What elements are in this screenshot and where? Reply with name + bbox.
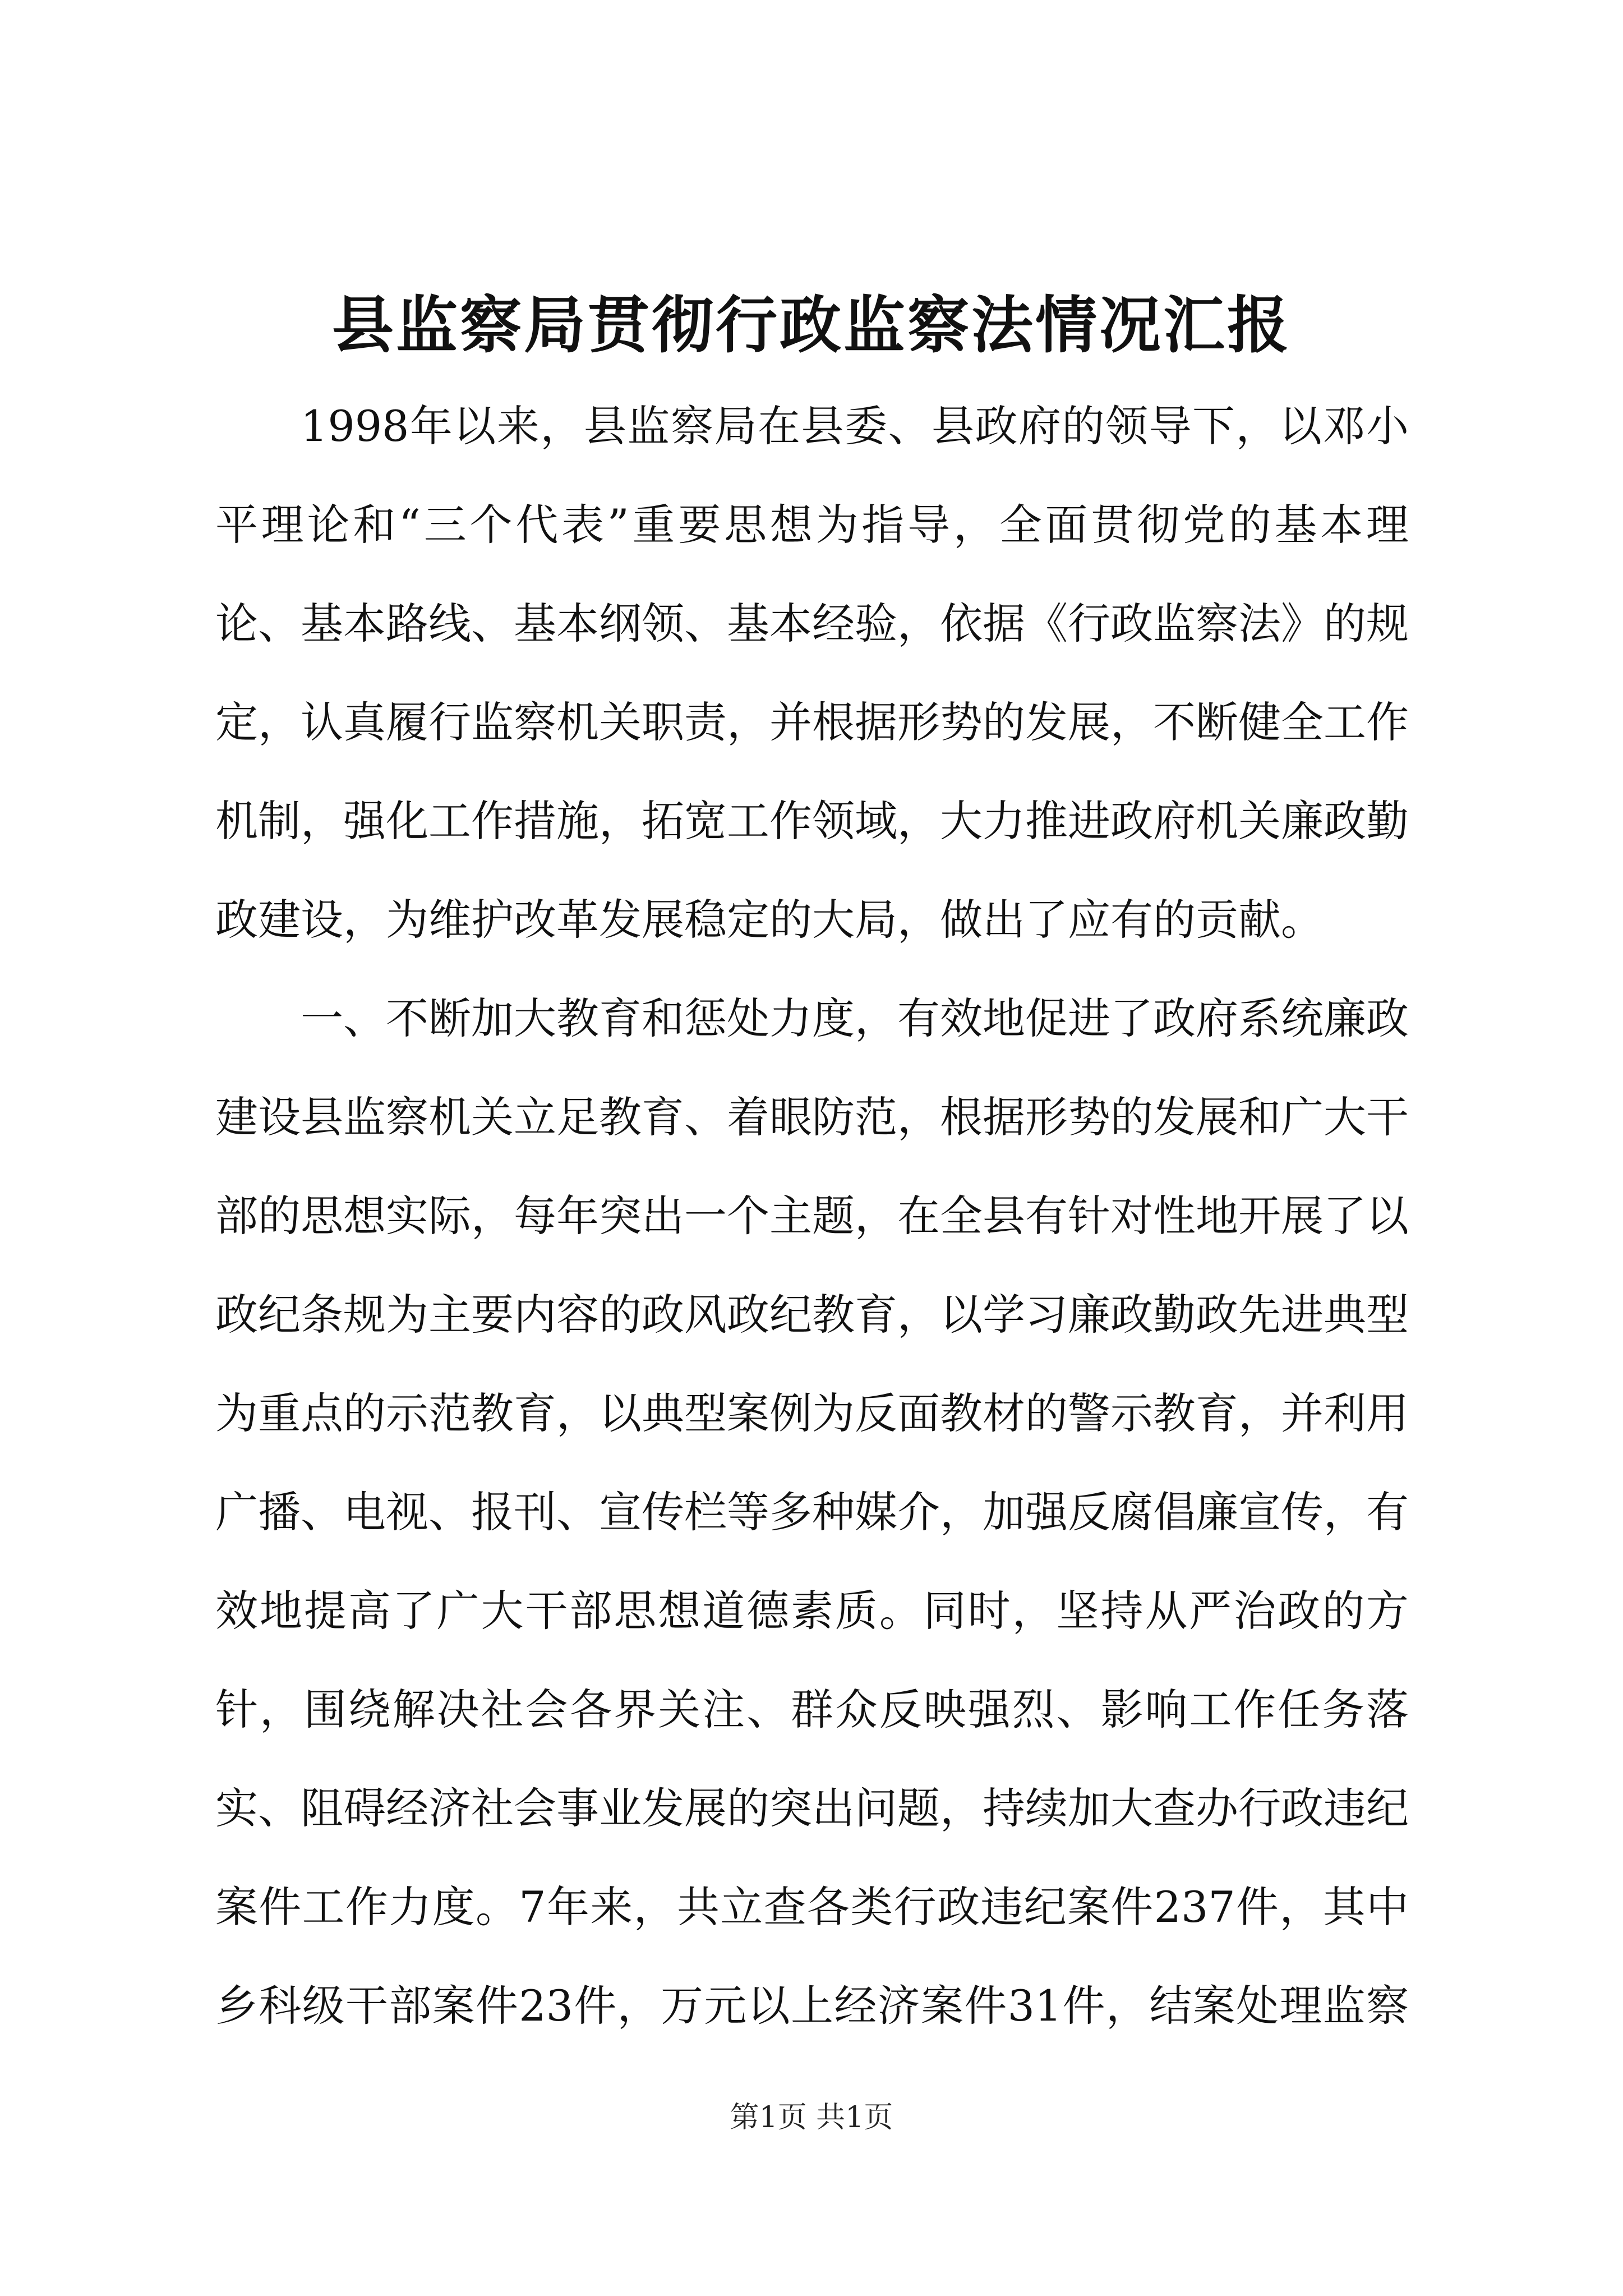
document-title: 县监察局贯彻行政监察法情况汇报: [332, 289, 1291, 361]
document-body: [215, 377, 1409, 2037]
paragraph-section-one: 一、不断加大教育和惩处力度，有效地促进了政府系统廉政建设县监察机关立足教育、着眼防范，根据形势的发展和广大干部的思想实际，每年突出一个主题，在全县有针对性地开展了以政纪条规为主要内容的政风政纪教育，以学习廉政勤政先进典型为重点的示范教育，以典型案例为反面教材的警示教育，并利用广播、电视、报刊、宣传栏等多种媒介，加强反腐倡廉宣传，有效地提高了广大干部思想道德素质。同时，坚持从严治政的方针，围绕解决社会各界关注、群众反映强烈、影响工作任务落实、阻碍经济社会事业发展的突出问题，持续加大查办行政违纪案件工作力度。7年来，共立查各类行政违纪案件237件，其中乡科级干部案件23件，万元以上经济案件31件，结案处理监察: [215, 993, 1409, 2031]
page-footer: 第1页 共1页: [730, 2101, 893, 2134]
paragraph-intro: 1998年以来，县监察局在县委、县政府的领导下，以邓小平理论和“三个代表”重要思想为指导，全面贯彻党的基本理论、基本路线、基本纲领、基本经验，依据《行政监察法》的规定，认真履行监察机关职责，并根据形势的发展，不断健全工作机制，强化工作措施，拓宽工作领域，大力推进政府机关廉政勤政建设，为维护改革发展稳定的大局，做出了应有的贡献。: [215, 401, 1409, 945]
